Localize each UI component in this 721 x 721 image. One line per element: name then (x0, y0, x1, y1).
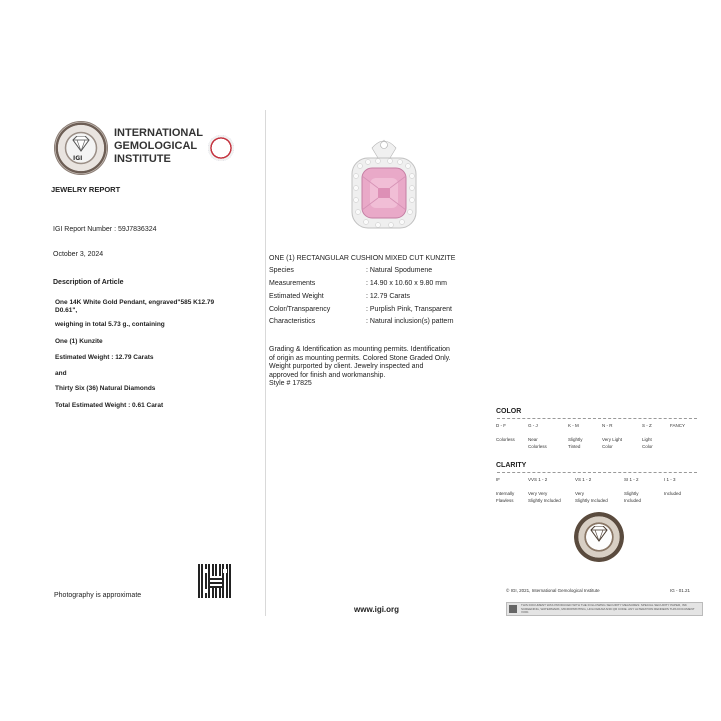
spec-value: : 12.79 Carats (366, 293, 410, 300)
clarity-desc: Internally (496, 491, 515, 496)
comment-line: of origin as mounting permits. Colored Stone Graded Only. (269, 354, 451, 362)
description-line: D0.61", (55, 307, 78, 314)
clarity-scale-heading: CLARITY (496, 462, 527, 469)
igi-seal-logo (574, 512, 624, 562)
color-grade: N - R (602, 423, 613, 428)
description-heading: Description of Article (53, 279, 124, 286)
comment-line: approved for finish and workmanship. (269, 371, 386, 379)
institute-line: INSTITUTE (114, 153, 171, 165)
diamond-icon (589, 526, 609, 542)
comment-line: Style # 17825 (269, 380, 312, 387)
clarity-desc: Very Very (528, 491, 548, 496)
description-line: Thirty Six (36) Natural Diamonds (55, 385, 156, 392)
color-desc: Slightly (568, 437, 583, 442)
report-type: JEWELRY REPORT (51, 185, 121, 194)
spec-label: Measurements (269, 280, 316, 287)
comment-line: Grading & Identification as mounting permits. Identification (269, 346, 450, 353)
pendant-photo (348, 136, 420, 232)
disclaimer-text: THIS DOCUMENT WAS PRODUCED WITH THE FOLLOWING SECURITY MEASURES: SPECIAL SECURITY PAPER, INK SCREENING, WATERMARK, MICROPRINTING, HOLOGRAM AND QR CODE. ANY ALTERATION RENDERS THIS DOCUMENT VOID. (521, 603, 695, 614)
color-grade: S - Z (642, 423, 652, 428)
copyright-text: © IGI, 2021, International Gemological Institute (506, 588, 600, 593)
report-left-panel (38, 110, 264, 616)
color-grade: G - J (528, 423, 538, 428)
color-desc: Colorless (496, 437, 515, 442)
security-disclaimer (506, 602, 703, 616)
document-icon (509, 605, 517, 613)
color-desc: Color (602, 444, 613, 449)
description-line: Total Estimated Weight : 0.61 Carat (55, 402, 164, 409)
clarity-desc: Flawless (496, 498, 514, 503)
clarity-desc: Included (624, 498, 642, 503)
clarity-desc: Slightly Included (528, 498, 561, 503)
stone-title: ONE (1) RECTANGULAR CUSHION MIXED CUT KUNZITE (269, 255, 456, 262)
clarity-grade: VVS 1 - 2 (528, 477, 548, 482)
institute-line: GEMOLOGICAL (114, 140, 198, 152)
form-code: IG - 01.21 (670, 588, 691, 593)
qr-code[interactable] (198, 564, 232, 598)
clarity-grade: SI 1 - 2 (624, 477, 639, 482)
description-line: weighing in total 5.73 g., containing (55, 321, 165, 328)
igi-seal-logo (54, 121, 108, 175)
institute-name (114, 127, 214, 166)
comments-block (269, 346, 484, 389)
comment-line: Weight purported by client. Jewelry inspected and (269, 363, 424, 370)
spec-label: Color/Transparency (269, 306, 331, 313)
spec-label: Species (269, 267, 294, 274)
website-link[interactable]: www.igi.org (354, 605, 400, 614)
report-number: IGI Report Number : 59J7836324 (53, 226, 157, 233)
description-line: Estimated Weight : 12.79 Carats (55, 354, 154, 361)
clarity-grade: VS 1 - 2 (575, 477, 592, 482)
color-grade: FANCY (670, 423, 686, 428)
spec-value: : 14.90 x 10.60 x 9.80 mm (366, 280, 447, 287)
spec-value: : Natural inclusion(s) pattern (366, 318, 454, 325)
color-grade: K - M (568, 423, 579, 428)
report-right-panel (494, 110, 706, 616)
color-desc: Very Light (602, 437, 623, 442)
report-middle-panel (266, 110, 494, 616)
spec-value: : Natural Spodumene (366, 267, 433, 274)
spec-label: Estimated Weight (269, 293, 324, 300)
clarity-grade: I 1 - 3 (664, 477, 676, 482)
report-date: October 3, 2024 (53, 251, 104, 258)
color-desc: Colorless (528, 444, 547, 449)
clarity-desc: Very (575, 491, 585, 496)
description-line: One (1) Kunzite (55, 338, 103, 345)
color-desc: Color (642, 444, 653, 449)
spec-value: : Purplish Pink, Transparent (366, 306, 452, 313)
diamond-icon (71, 136, 91, 152)
scale-divider (497, 472, 697, 473)
clarity-desc: Slightly (624, 491, 639, 496)
color-desc: Tinted (568, 444, 581, 449)
description-line: and (55, 370, 67, 377)
institute-line: INTERNATIONAL (114, 127, 204, 139)
scale-divider (497, 418, 697, 419)
security-badge-icon (208, 135, 234, 161)
clarity-grade: IF (496, 477, 500, 482)
clarity-desc: Included (664, 491, 682, 496)
photo-note: Photography is approximate (54, 592, 142, 599)
color-grade: D - F (496, 423, 506, 428)
spec-label: Characteristics (269, 318, 316, 325)
description-line: One 14K White Gold Pendant, engraved"585 K12.79 (55, 299, 215, 306)
color-desc: Near (528, 437, 538, 442)
color-desc: Light (642, 437, 652, 442)
clarity-desc: Slightly Included (575, 498, 608, 503)
seal-monogram: IGI (73, 155, 83, 162)
color-scale-heading: COLOR (496, 408, 522, 415)
